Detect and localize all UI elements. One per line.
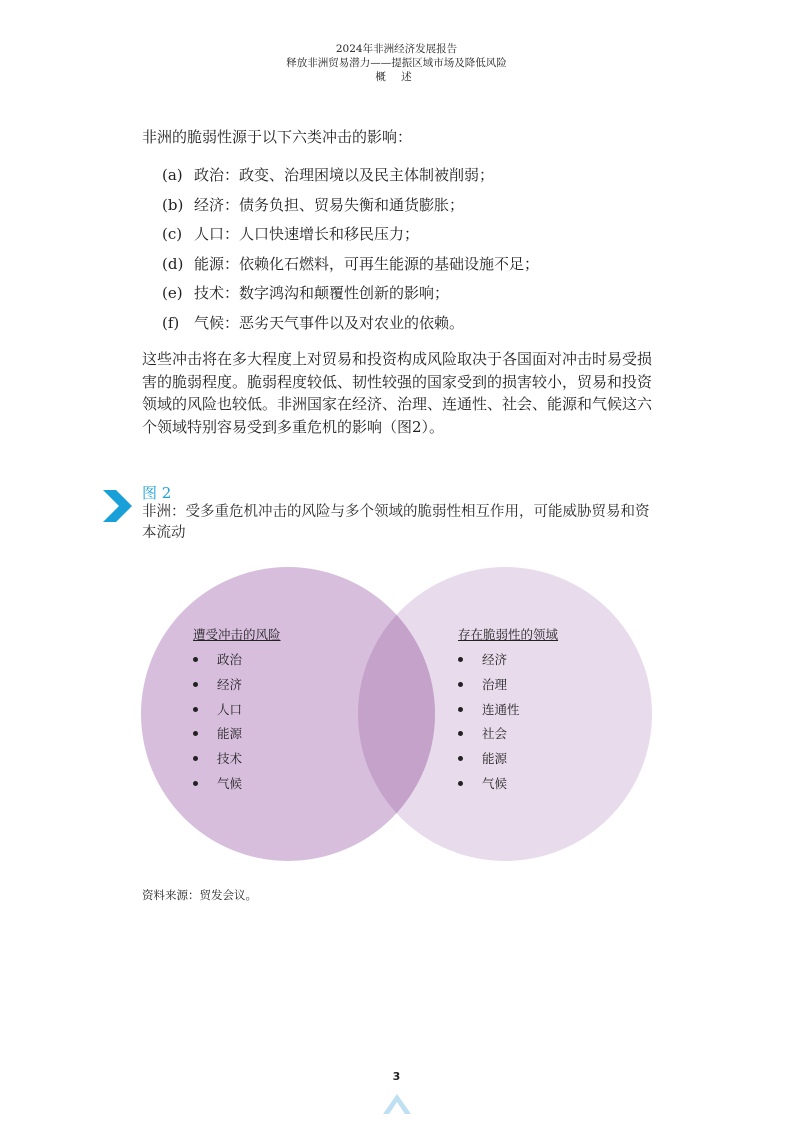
running-header	[0, 42, 793, 84]
list-item: 气候	[458, 775, 558, 800]
figure-source: 资料来源：贸发会议。	[142, 888, 257, 902]
figure-title: 非洲：受多重危机冲击的风险与多个领域的脆弱性相互作用，可能威胁贸易和资本流动	[142, 504, 650, 541]
vulnerability-heading: 存在脆弱性的领域	[458, 627, 559, 642]
report-subtitle: 释放非洲贸易潜力——提振区域市场及降低风险	[286, 57, 507, 69]
list-item: (b) 经济：债务负担、贸易失衡和通货膨胀；	[162, 195, 465, 214]
chevron-right-icon	[103, 490, 133, 522]
vulnerability-column	[458, 626, 558, 800]
list-item: 连通性	[458, 701, 558, 726]
body-paragraph: 这些冲击将在多大程度上对贸易和投资构成风险取决于各国面对冲击时易受损害的脆弱程度。脆弱程度较低、韧性较强的国家受到的损害较小，贸易和投资领域的风险也较低。非洲国家在经济、治理、连通性、社会、能源和气候这六个领域特别容易受到多重危机的影响（图2）。	[142, 350, 653, 436]
shock-risk-column	[193, 626, 281, 800]
list-item: (c) 人口：人口快速增长和移民压力；	[162, 225, 420, 243]
list-item: 技术	[193, 750, 281, 775]
shock-risk-heading: 遭受冲击的风险	[193, 627, 281, 642]
list-item: 气候	[193, 775, 281, 800]
section-name: 概 述	[375, 71, 418, 83]
list-item: (d) 能源：依赖化石燃料，可再生能源的基础设施不足；	[162, 254, 540, 273]
list-item: 治理	[458, 676, 558, 701]
list-item: 人口	[193, 701, 281, 726]
shock-list	[162, 164, 682, 341]
list-item: 社会	[458, 725, 558, 750]
report-title: 2024年非洲经济发展报告	[335, 43, 458, 55]
list-item: 政治	[193, 651, 281, 676]
list-item: 能源	[458, 750, 558, 775]
list-item: (f) 气候：恶劣天气事件以及对农业的依赖。	[162, 313, 465, 332]
list-item: 经济	[458, 651, 558, 676]
list-item: 经济	[193, 676, 281, 701]
page-number: 3	[392, 1070, 401, 1083]
intro-text: 非洲的脆弱性源于以下六类冲击的影响：	[142, 128, 413, 146]
chevron-up-icon[interactable]	[383, 1090, 411, 1114]
list-item: (e) 技术：数字鸿沟和颠覆性创新的影响；	[162, 284, 450, 302]
list-item: 能源	[193, 725, 281, 750]
figure-label: 图 2	[142, 484, 172, 502]
list-item: (a) 政治：政变、治理困境以及民主体制被削弱；	[162, 166, 495, 184]
